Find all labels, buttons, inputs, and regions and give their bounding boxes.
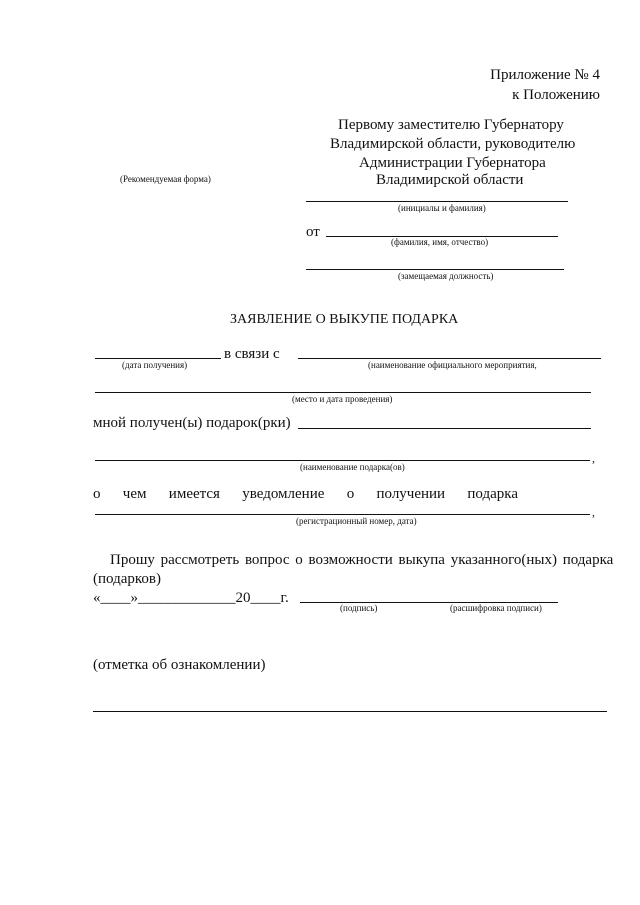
place-date-hint: (место и дата проведения) (292, 394, 393, 404)
gift-name-hint: (наименование подарка(ов) (300, 462, 405, 472)
request-line-2: (подарков) (93, 571, 161, 587)
signature-decode-hint: (расшифровка подписи) (450, 603, 542, 613)
notice-statement (93, 486, 518, 503)
acknowledgement-label: (отметка об ознакомлении) (93, 657, 266, 673)
acknowledgement-field-line[interactable] (93, 711, 607, 712)
request-line-1: Прошу рассмотреть вопрос о возможности выкупа указанного(ных) подарка (110, 552, 614, 568)
gift-name-field-line[interactable] (95, 460, 590, 461)
notice-word: имеется (168, 486, 220, 502)
date-received-field-line[interactable] (95, 358, 221, 359)
date-template[interactable]: «____»_____________20____г. (93, 590, 289, 606)
notice-word: чем (122, 486, 147, 502)
appendix-regulation: к Положению (512, 87, 600, 103)
notice-word: о (346, 486, 355, 502)
fio-hint: (фамилия, имя, отчество) (391, 237, 489, 247)
recipient-line-3: Администрации Губернатора (359, 155, 546, 171)
date-received-hint: (дата получения) (122, 360, 188, 370)
initials-hint: (инициалы и фамилия) (398, 203, 486, 213)
in-connection-label: в связи с (224, 346, 280, 362)
reg-number-hint: (регистрационный номер, дата) (296, 516, 417, 526)
from-label: от (306, 224, 320, 240)
notice-word: подарка (467, 486, 518, 502)
recipient-line-4: Владимирской области (376, 172, 524, 188)
recommended-form-note: (Рекомендуемая форма) (120, 174, 211, 184)
signature-hint: (подпись) (340, 603, 378, 613)
received-gifts-label: мной получен(ы) подарок(рки) (93, 415, 291, 431)
reg-number-field-line[interactable] (95, 514, 590, 515)
notice-word: уведомление (242, 486, 325, 502)
place-date-field-line[interactable] (95, 392, 591, 393)
recipient-line-2: Владимирской области, руководителю (330, 136, 576, 152)
event-name-hint: (наименование официального мероприятия, (368, 360, 537, 370)
notice-word: о (93, 486, 101, 502)
event-name-field-line[interactable] (298, 358, 601, 359)
recipient-line-1: Первому заместителю Губернатору (338, 117, 564, 133)
position-field-line[interactable] (306, 269, 564, 270)
appendix-number: Приложение № 4 (490, 67, 600, 83)
initials-field-line[interactable] (306, 201, 568, 202)
position-hint: (замещаемая должность) (398, 271, 494, 281)
gifts-field-line-1[interactable] (298, 428, 591, 429)
document-title: ЗАЯВЛЕНИЕ О ВЫКУПЕ ПОДАРКА (230, 312, 459, 327)
reg-number-trailing-comma: , (592, 505, 595, 519)
gift-name-trailing-comma: , (592, 451, 595, 465)
notice-word: получении (376, 486, 446, 502)
